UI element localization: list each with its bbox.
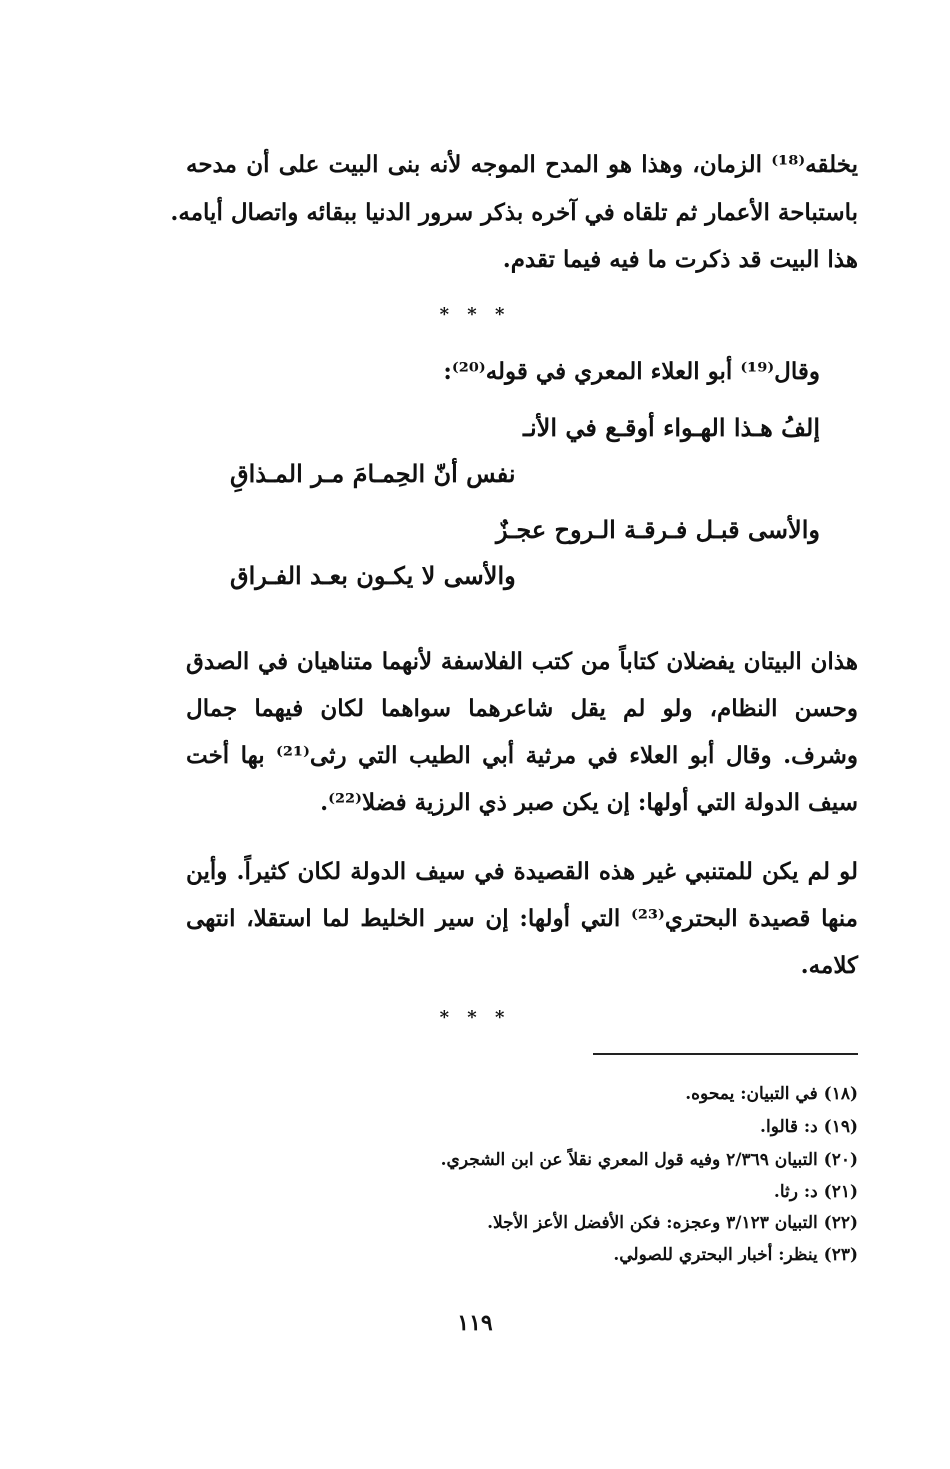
footnote-divider <box>593 1053 858 1055</box>
poem-verse-2-second-hemistich: والأسى لا يكـون بعـد الفـراق <box>230 561 516 590</box>
poem-verse-1-first-hemistich: إلفُ هـذا الهـواء أوقـع في الأنـ <box>522 413 820 442</box>
footnote-21: (٢١) د: رثا. <box>773 1182 858 1202</box>
footnote-20: (٢٠) التبيان ٢/٣٦٩ وفيه قول المعري نقلاً عن ابن الشجري. <box>440 1150 858 1170</box>
section-separator-2: * * * <box>439 1007 511 1028</box>
page-number: ١١٩ <box>457 1310 493 1336</box>
paragraph-mutanabbi: لو لم يكن للمتنبي غير هذه القصيدة في سيف الدولة لكان كثيراً. وأين منها قصيدة البحتري⁽²³⁾ التي أولها: إن سير الخليط لما استقلا، انتهى كلامه. <box>186 858 858 979</box>
footnote-18: (١٨) في التبيان: يمحوه. <box>685 1084 858 1104</box>
paragraph-philosophy: هذان البيتان يفضلان كتاباً من كتب الفلاسفة لأنهما متناهيان في الصدق وحسن النظام، ولو لم يقل شاعرهما سواهما لكان فيهما جمال وشرف. وقال أبو العلاء في مرثية أبي الطيب التي رثى⁽²¹⁾ بها أخت سيف الدولة التي أولها: إن يكن صبر ذي الرزية فضلا⁽²²⁾. <box>186 648 858 816</box>
footnote-23: (٢٣) ينظر: أخبار البحتري للصولي. <box>613 1245 858 1265</box>
body-line-2: باستباحة الأعمار ثم تلقاه في آخره بذكر سرور الدنيا ببقائه واتصال أيامه. <box>170 199 858 226</box>
poem-verse-2-first-hemistich: والأسى قبـل فـرقـة الـروح عجـزٌ <box>496 515 820 544</box>
footnote-22: (٢٢) التبيان ٣/١٢٣ وعجزه: فكن الأفضل الأعز الأجلا. <box>487 1213 858 1233</box>
footnote-19: (١٩) د: قالوا. <box>760 1117 858 1137</box>
section-separator-1: * * * <box>439 304 511 325</box>
poem-verse-1-second-hemistich: نفس أنّ الحِمـامَ مـر المـذاقِ <box>230 459 516 488</box>
body-line-1: يخلقه⁽¹⁸⁾ الزمان، وهذا هو المدح الموجه لأنه بنى البيت على أن مدحه <box>186 151 858 178</box>
body-line-3: هذا البيت قد ذكرت ما فيه فيما تقدم. <box>502 246 858 273</box>
quote-intro: وقال⁽¹⁹⁾ أبو العلاء المعري في قوله⁽²⁰⁾: <box>443 358 820 385</box>
